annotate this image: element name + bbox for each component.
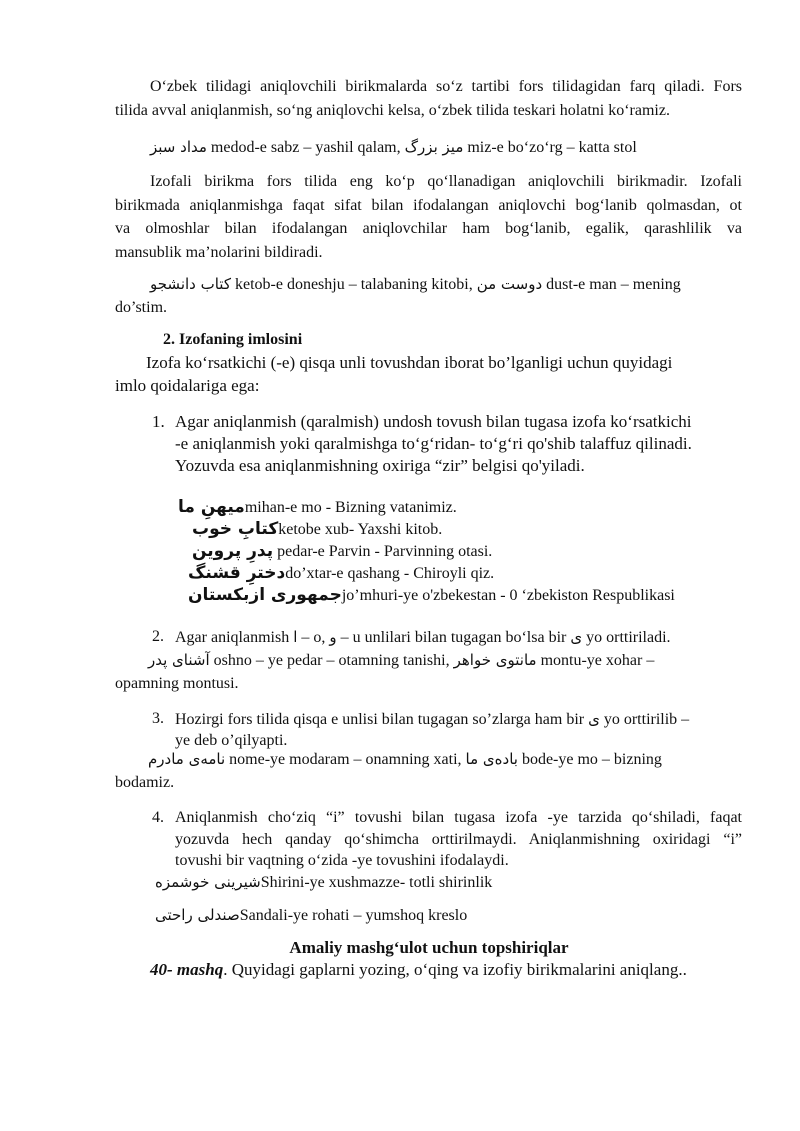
translation-text: ketob-e doneshju – talabaning kitobi,	[230, 276, 477, 293]
rule-1-example	[178, 497, 457, 518]
persian-letter: و	[329, 628, 337, 646]
persian-phrase: آشنای پدر	[148, 651, 210, 669]
rule-1-line-2: -e aniqlanmish yoki qaralmishga to‘g‘ridan- to‘g‘ri qo'shib talaffuz qilinadi.	[175, 434, 692, 453]
translation-text: mihan-e mo - Bizning vatanimiz.	[244, 499, 457, 516]
rule-text: yo orttiriladi.	[582, 629, 671, 646]
persian-phrase: کتابِ خوب	[192, 519, 279, 539]
section-heading: 2. Izofaning imlosini	[163, 331, 303, 348]
intro-line-1: Izofa ko‘rsatkichi (-e) qisqa unli tovushdan iborat bo’lganligi uchun quyidagi	[146, 353, 673, 372]
persian-phrase: مداد سبز	[150, 138, 207, 156]
rule-1-example	[192, 519, 442, 540]
translation-text: bode-ye mo – bizning	[517, 751, 662, 768]
translation-text: ketobe xub- Yaxshi kitob.	[278, 521, 443, 538]
persian-letter: ی	[570, 628, 583, 646]
rule-4-line-2: yozuvda hech qanday qo‘shimcha orttirilmaydi. Aniqlanmishning oxiridagi “i”	[175, 831, 742, 848]
persian-phrase: صندلی راحتی	[155, 906, 240, 924]
rule-4-number: 4.	[152, 809, 164, 826]
paragraph-2-line-4: mansublik ma’nolarini bildiradi.	[115, 244, 323, 261]
translation-text: medod-e sabz – yashil qalam,	[206, 139, 405, 156]
rule-1-example	[188, 563, 494, 584]
translation-text: oshno – ye pedar – otamning tanishi,	[209, 652, 454, 669]
rule-4-line-3: tovushi bir vaqtning o‘zida -ye tovushini ifodalaydi.	[175, 852, 509, 869]
rule-text: Hozirgi fors tilida qisqa e unlisi bilan tugagan so’zlarga ham bir	[175, 711, 589, 728]
rule-text: yo orttirilib –	[599, 711, 690, 728]
rule-text: – u unlilari bilan tugagan bo‘lsa bir	[336, 629, 571, 646]
rule-4-line-1: Aniqlanmish cho‘ziq “i” tovushi bilan tugasa izofa -ye tarzida qo‘shiladi, faqat	[175, 809, 742, 826]
translation-text: montu-ye xohar –	[536, 652, 655, 669]
exercise-text: . Quyidagi gaplarni yozing, o‘qing va izofiy birikmalarini aniqlang..	[223, 960, 687, 979]
persian-phrase: نامه‌ی مادرم	[148, 750, 226, 768]
paragraph-1-line-1: O‘zbek tilidagi aniqlovchili birikmalarda so‘z tartibi fors tilidagidan farq qiladi. Fors	[150, 78, 742, 95]
persian-phrase: میز بزرگ	[404, 138, 464, 156]
persian-phrase: شیرینی خوشمزه	[155, 873, 261, 891]
rule-1-example	[188, 585, 675, 606]
paragraph-2-line-2: birikmada aniqlanmishga faqat sifat bilan ifodalangan aniqlovchi bog‘lanib qolmasdan, ot	[115, 197, 742, 214]
exercise-number: 40- mashq	[150, 960, 224, 979]
persian-phrase: دخترِ قشنگ	[188, 563, 286, 583]
rule-4-example	[155, 872, 492, 893]
paragraph-2-line-3: va olmoshlar bilan ifodalangan aniqlovchilar ham bog‘lanib, egalik, qarashlilik va	[115, 220, 742, 237]
translation-text: miz-e bo‘zo‘rg – katta stol	[463, 139, 637, 156]
translation-text: dust-e man – mening	[542, 276, 681, 293]
rule-1-line-3: Yozuvda esa aniqlanmishning oxiriga “zir” belgisi qo'yiladi.	[175, 456, 585, 475]
example-line-2	[150, 274, 681, 295]
rule-3-line-2: ye deb o’qilyapti.	[175, 732, 288, 749]
exercise-line	[150, 960, 687, 980]
rule-3-line-1	[175, 709, 689, 730]
rule-4-example	[155, 905, 467, 926]
rule-2-line-2	[148, 650, 654, 671]
rule-3-number: 3.	[152, 710, 164, 727]
rule-2-number: 2.	[152, 628, 164, 645]
translation-text: Shirini-ye xushmazze- totli shirinlik	[260, 874, 493, 891]
rule-text: Agar aniqlanmish	[175, 629, 294, 646]
persian-phrase: دوست من	[476, 275, 543, 293]
translation-text: nome-ye modaram – onamning xati,	[225, 751, 466, 768]
persian-phrase: میهنِ ما	[178, 497, 245, 517]
translation-text: pedar-e Parvin - Parvinning otasi.	[273, 543, 493, 560]
example-line-2-continued: do’stim.	[115, 299, 168, 316]
intro-line-2: imlo qoidalariga ega:	[115, 376, 260, 395]
persian-phrase: کتاب دانشجو	[150, 275, 231, 293]
exercises-heading: Amaliy mashg‘ulot uchun topshiriqlar	[289, 938, 569, 957]
persian-letter: ا	[293, 628, 298, 646]
translation-text: Sandali-ye rohati – yumshoq kreslo	[239, 907, 468, 924]
rule-1-number: 1.	[152, 412, 165, 431]
rule-1-example	[192, 541, 492, 562]
paragraph-1-line-2: tilida avval aniqlanmish, so‘ng aniqlovchi kelsa, o‘zbek tilida teskari holatni ko‘ramiz.	[115, 102, 670, 119]
example-line-1	[150, 137, 637, 158]
translation-text: do’xtar-e qashang - Chiroyli qiz.	[285, 565, 495, 582]
rule-3-line-3	[148, 749, 662, 770]
rule-2-line-3: opamning montusi.	[115, 675, 239, 692]
persian-letter: ی	[588, 710, 600, 728]
translation-text: jo’mhuri-ye o'zbekestan - 0 ‘zbekiston Respublikasi	[341, 587, 675, 604]
rule-2-line-1	[175, 627, 671, 648]
persian-phrase: باده‌ی ما	[465, 750, 518, 768]
paragraph-2-line-1: Izofali birikma fors tilida eng ko‘p qo‘llanadigan aniqlovchili birikmadir. Izofali	[150, 173, 742, 190]
rule-text: – o,	[297, 629, 330, 646]
persian-phrase: جمهوری ازبکستان	[188, 585, 342, 605]
persian-phrase: مانتوی خواهر	[453, 651, 537, 669]
persian-phrase: پدرِ پروین	[192, 541, 274, 561]
rule-1-line-1: Agar aniqlanmish (qaralmish) undosh tovush bilan tugasa izofa ko‘rsatkichi	[175, 412, 692, 431]
rule-3-line-4: bodamiz.	[115, 774, 175, 791]
